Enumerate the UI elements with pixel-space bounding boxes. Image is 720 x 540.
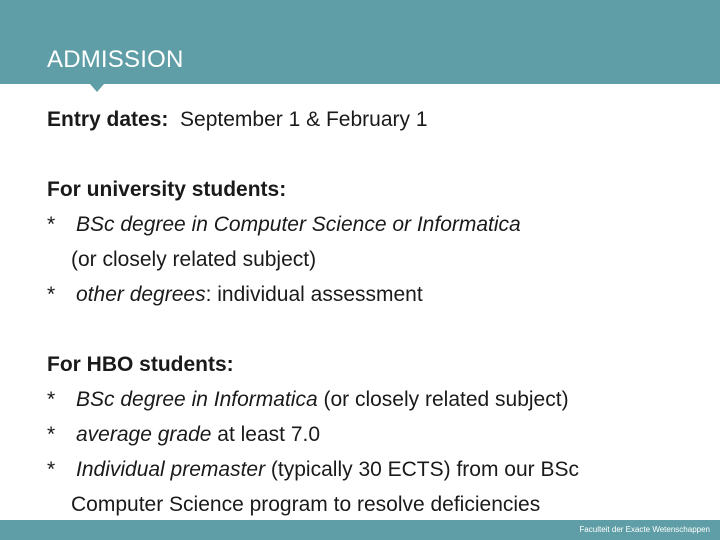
university-item-1-continuation: (or closely related subject) <box>71 248 317 271</box>
title-pointer-decoration <box>90 84 104 92</box>
slide-title: ADMISSION <box>47 46 184 73</box>
hbo-item-3-continuation-line <box>47 487 707 522</box>
university-item-1-emphasis: BSc degree in Computer Science or Informatica <box>76 213 521 236</box>
faculty-name: Faculteit der Exacte Wetenschappen <box>579 525 710 534</box>
hbo-heading: For HBO students: <box>47 353 234 376</box>
hbo-item-1-rest: (or closely related subject) <box>317 388 569 411</box>
bullet-marker: * <box>47 283 56 306</box>
hbo-item-3-rest: (typically 30 ECTS) from our BSc <box>265 458 580 481</box>
university-heading: For university students: <box>47 178 287 201</box>
entry-dates-line <box>47 102 707 137</box>
hbo-item-2 <box>47 417 707 452</box>
hbo-item-3-continuation: Computer Science program to resolve deficiencies <box>71 493 541 516</box>
spacer <box>47 137 707 172</box>
hbo-item-1-emphasis: BSc degree in Informatica <box>76 388 318 411</box>
university-item-2-emphasis: other degrees <box>76 283 206 306</box>
bullet-marker: * <box>47 213 56 236</box>
hbo-item-2-rest: at least 7.0 <box>211 423 321 446</box>
bullet-marker: * <box>47 388 56 411</box>
title-bar <box>0 0 720 84</box>
hbo-item-3-emphasis: Individual premaster <box>76 458 266 481</box>
footer-bar <box>0 520 720 540</box>
hbo-item-2-emphasis: average grade <box>76 423 212 446</box>
university-item-1 <box>47 207 707 242</box>
entry-dates-value: September 1 & February 1 <box>180 108 428 131</box>
spacer <box>47 312 707 347</box>
university-item-2 <box>47 277 707 312</box>
bullet-marker: * <box>47 458 56 481</box>
university-item-2-rest: : individual assessment <box>205 283 423 306</box>
entry-dates-label: Entry dates: <box>47 108 169 131</box>
hbo-item-3 <box>47 452 707 487</box>
bullet-marker: * <box>47 423 56 446</box>
hbo-item-1 <box>47 382 707 417</box>
slide-body <box>47 102 707 522</box>
university-item-1-continuation-line <box>47 242 707 277</box>
